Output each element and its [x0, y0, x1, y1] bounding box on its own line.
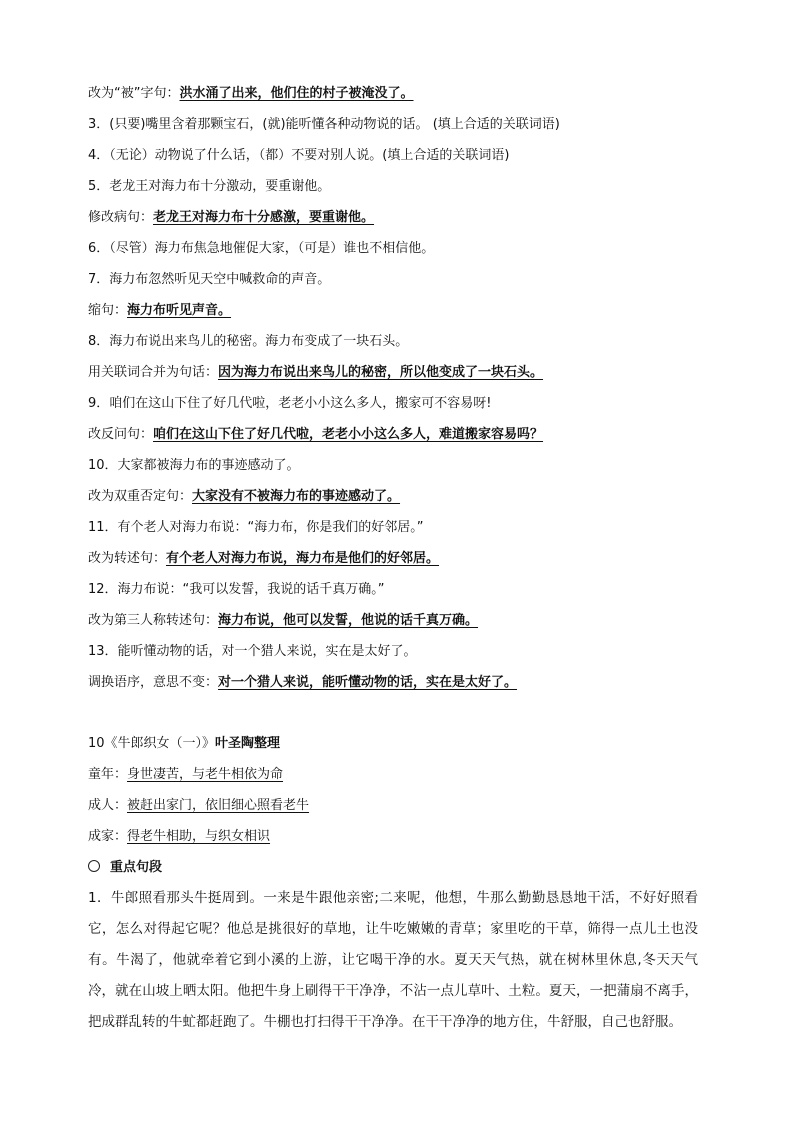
exercise-line: [88, 295, 718, 326]
exercise-line: [88, 233, 718, 264]
exercise-line: [88, 419, 718, 450]
stage-line: [88, 759, 718, 790]
stage-line: [88, 821, 718, 852]
line-text: 11．有个老人对海力布说：“海力布，你是我们的好邻居。”: [88, 520, 424, 535]
exercise-line: [88, 481, 718, 512]
line-prefix: 缩句：: [88, 303, 128, 318]
line-text: 3．(只要)嘴里含着那颗宝石，(就)能听懂各种动物说的话。 (填上合适的关联词语): [88, 117, 560, 132]
stage-label: 成家：: [88, 829, 128, 844]
exercise-line: [88, 636, 718, 667]
line-text: 4．（无论）动物说了什么话，（都）不要对别人说。(填上合适的关联词语): [88, 148, 510, 163]
line-text: 7．海力布忽然听见天空中喊救命的声音。: [88, 272, 331, 287]
answer-text: 有个老人对海力布说，海力布是他们的好邻居。: [166, 551, 440, 566]
line-prefix: 改反问句：: [88, 427, 154, 442]
circle-bullet-icon: [88, 860, 100, 872]
exercise-line: [88, 450, 718, 481]
exercise-line: [88, 605, 718, 636]
line-text: 5．老龙王对海力布十分激动，要重谢他。: [88, 179, 331, 194]
line-text: 8．海力布说出来鸟儿的秘密。海力布变成了一块石头。: [88, 334, 409, 349]
exercise-list: [88, 78, 718, 698]
answer-text: 对一个猎人来说，能听懂动物的话，实在是太好了。: [218, 675, 518, 690]
section-heading: [88, 852, 718, 883]
exercise-line: [88, 574, 718, 605]
stage-label: 成人：: [88, 798, 128, 813]
answer-text: 海力布说，他可以发誓，他说的话千真万确。: [218, 613, 479, 628]
lesson-author: 叶圣陶整理: [215, 736, 281, 751]
line-prefix: 改为双重否定句：: [88, 489, 193, 504]
line-text: 12．海力布说：“我可以发誓，我说的话千真万确。”: [88, 582, 385, 597]
key-paragraph: 1．牛郎照看那头牛挺周到。一来是牛跟他亲密;二来呢，他想，牛那么勤勤恳恳地干活，不好好照看它，怎么对得起它呢？他总是挑很好的草地，让牛吃嫩嫩的青草；家里吃的干草，筛得一点儿土也没有。牛渴了，他就牵着它到小溪的上游，让它喝干净的水。夏天天气热，就在树林里休息,冬天天气冷，就在山坡上晒太阳。他把牛身上刷得干干净净，不沾一点儿草叶、土粒。夏天，一把蒲扇不离手，把成群乱转的牛虻都赶跑了。牛棚也打扫得干干净净。在干干净净的地方住，牛舒服，自己也舒服。: [88, 890, 698, 1030]
line-prefix: 改为转述句：: [88, 551, 167, 566]
exercise-line: [88, 140, 718, 171]
exercise-line: [88, 543, 718, 574]
exercise-line: [88, 264, 718, 295]
line-text: 6．（尽管）海力布焦急地催促大家，（可是）谁也不相信他。: [88, 241, 435, 256]
lesson-title: [88, 728, 718, 759]
section-heading-text: 重点句段: [110, 860, 163, 875]
lesson-title-text: 10《牛郎织女（一）》: [88, 736, 216, 751]
exercise-line: [88, 326, 718, 357]
exercise-line: [88, 171, 718, 202]
line-text: 13．能听懂动物的话，对一个猎人来说，实在是太好了。: [88, 644, 417, 659]
stage-value: 身世凄苦，与老牛相依为命: [127, 767, 284, 782]
section-gap: [88, 698, 718, 728]
answer-text: 因为海力布说出来鸟儿的秘密，所以他变成了一块石头。: [218, 365, 544, 380]
exercise-line: [88, 109, 718, 140]
document-page: [88, 78, 718, 1038]
exercise-line: [88, 202, 718, 233]
answer-text: 洪水涌了出来，他们住的村子被淹没了。: [179, 86, 414, 101]
answer-text: 老龙王对海力布十分感激，要重谢他。: [153, 210, 375, 225]
line-text: 10．大家都被海力布的事迹感动了。: [88, 458, 300, 473]
answer-text: 大家没有不被海力布的事迹感动了。: [192, 489, 401, 504]
answer-text: 咱们在这山下住了好几代啦，老老小小这么多人，难道搬家容易吗？: [153, 427, 544, 442]
exercise-line: [88, 388, 718, 419]
exercise-line: [88, 357, 718, 388]
line-prefix: 修改病句：: [88, 210, 154, 225]
line-prefix: 改为第三人称转述句：: [88, 613, 219, 628]
line-prefix: 改为“被”字句：: [88, 86, 180, 101]
line-text: 9．咱们在这山下住了好几代啦，老老小小这么多人，搬家可不容易呀!: [88, 396, 492, 411]
line-prefix: 用关联词合并为句话：: [88, 365, 219, 380]
exercise-line: [88, 667, 718, 698]
stage-value: 得老牛相助，与织女相识: [127, 829, 271, 844]
exercise-line: [88, 78, 718, 109]
exercise-line: [88, 512, 718, 543]
stage-line: [88, 790, 718, 821]
stage-value: 被赶出家门，依旧细心照看老牛: [127, 798, 310, 813]
answer-text: 海力布听见声音。: [127, 303, 232, 318]
line-prefix: 调换语序，意思不变：: [88, 675, 219, 690]
stage-label: 童年：: [88, 767, 128, 782]
